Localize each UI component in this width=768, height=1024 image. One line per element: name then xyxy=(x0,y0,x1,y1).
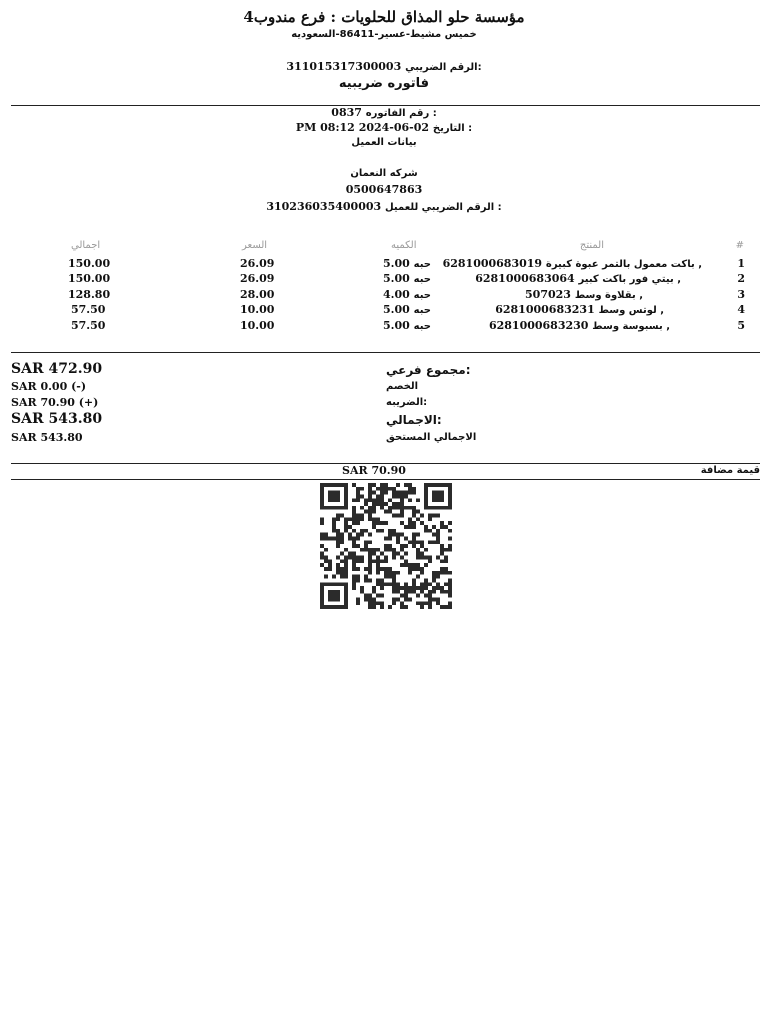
row-total: 57.50 xyxy=(71,319,106,332)
row-total: 57.50 xyxy=(71,303,106,316)
row-price: 10.00 xyxy=(240,319,275,332)
customer-section-title: بيانات العميل xyxy=(351,137,417,148)
row-index: 5 xyxy=(737,319,745,332)
column-header-product: المنتج xyxy=(579,240,604,251)
row-index: 3 xyxy=(737,288,745,301)
vat-bottom-divider xyxy=(11,479,760,480)
due-label: الاجمالي المستحق xyxy=(386,432,477,443)
row-price: 26.09 xyxy=(240,257,275,270)
row-price: 26.09 xyxy=(240,272,275,285)
row-qty: 5.00 حبه xyxy=(383,319,431,332)
company-name: مؤسسة حلو المذاق للحلويات : فرع مندوب4 xyxy=(243,8,525,26)
row-index: 4 xyxy=(737,303,745,316)
subtotal-label: مجموع فرعي: xyxy=(386,363,471,377)
vat-amount: SAR 70.90 xyxy=(342,464,406,477)
invoice-date: 2024-06-02 xyxy=(358,121,430,134)
customer-tax-number: 310236035400003 xyxy=(266,200,382,213)
grand-total-label: الاجمالي: xyxy=(386,413,442,427)
totals-divider xyxy=(11,352,760,353)
due-value: SAR 543.80 xyxy=(11,431,83,444)
row-product: 6281000683019 باكت معمول بالتمر عبوة كبيرة , xyxy=(442,257,702,270)
row-total: 128.80 xyxy=(68,288,111,301)
invoice-number: 0837 xyxy=(331,106,362,119)
company-tax-line xyxy=(0,60,768,73)
vat-label: قيمة مضافة xyxy=(700,465,760,476)
grand-total-value: SAR 543.80 xyxy=(11,411,103,427)
row-price: 28.00 xyxy=(240,288,275,301)
column-header-index: # xyxy=(735,240,744,251)
qr-code-icon xyxy=(320,483,452,609)
company-tax-number: 311015317300003 xyxy=(286,60,402,73)
column-header-price: السعر xyxy=(242,240,268,251)
row-qty: 5.00 حبه xyxy=(383,272,431,285)
invoice-ampm: PM xyxy=(295,121,317,134)
customer-tax-label: الرقم الضريبي للعميل : xyxy=(385,202,502,213)
company-tax-label: الرقم الضريبي: xyxy=(405,62,482,73)
discount-value: SAR 0.00 (-) xyxy=(11,380,87,393)
customer-phone: 0500647863 xyxy=(345,183,423,196)
column-header-total: اجمالي xyxy=(71,240,101,251)
tax-label: الضريبه: xyxy=(386,397,428,408)
row-product: 507023 بقلاوة وسط , xyxy=(525,288,643,301)
row-price: 10.00 xyxy=(240,303,275,316)
invoice-date-label: التاريخ : xyxy=(432,123,473,134)
row-product: 6281000683231 لوتس وسط , xyxy=(495,303,664,316)
column-header-qty: الكميه xyxy=(391,240,417,251)
row-product: 6281000683064 بيتي فور باكت كبير , xyxy=(475,272,681,285)
row-qty: 5.00 حبه xyxy=(383,303,431,316)
tax-value: SAR 70.90 (+) xyxy=(11,396,99,409)
row-qty: 5.00 حبه xyxy=(383,257,431,270)
customer-name: شركه النعمان xyxy=(350,168,418,179)
row-index: 1 xyxy=(737,257,745,270)
invoice-number-line xyxy=(0,106,768,119)
row-total: 150.00 xyxy=(68,272,111,285)
company-address: خميس مشيط-عسير-86411-السعوديه xyxy=(291,29,477,40)
row-index: 2 xyxy=(737,272,745,285)
customer-tax-line xyxy=(0,200,768,213)
invoice-time: 08:12 xyxy=(320,121,355,134)
invoice-title: فاتوره ضريبيه xyxy=(338,76,430,91)
invoice-number-label: رقم الفاتوره : xyxy=(365,108,437,119)
invoice-date-line xyxy=(0,121,768,134)
discount-label: الخصم xyxy=(386,381,419,392)
row-qty: 4.00 حبه xyxy=(383,288,431,301)
row-total: 150.00 xyxy=(68,257,111,270)
row-product: 6281000683230 بسبوسة وسط , xyxy=(488,319,670,332)
subtotal-value: SAR 472.90 xyxy=(11,361,103,377)
